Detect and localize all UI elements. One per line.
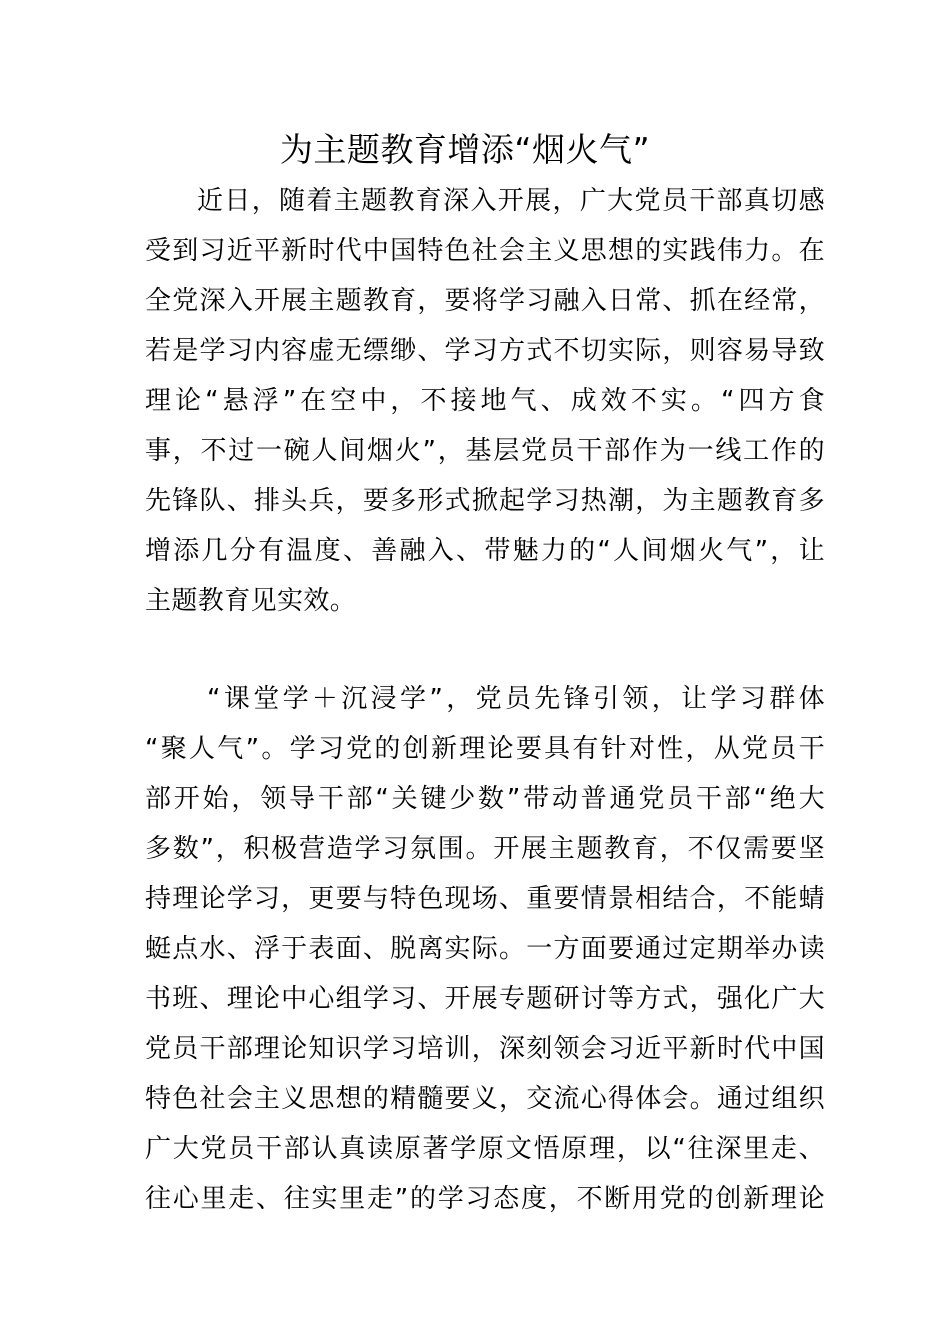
paragraph-1 [145, 176, 825, 626]
text-line: 增添几分有温度、善融入、带魅力的“人间烟火气”，让 [145, 536, 825, 566]
text-line: 蜓点水、浮于表面、脱离实际。一方面要通过定期举办读 [145, 934, 825, 964]
document-title: 为主题教育增添“烟火气” [279, 130, 651, 169]
text-line: 受到习近平新时代中国特色社会主义思想的实践伟力。在 [145, 236, 825, 266]
text-line: 多数”，积极营造学习氛围。开展主题教育，不仅需要坚 [145, 834, 825, 864]
text-line: 持理论学习，更要与特色现场、重要情景相结合，不能蜻 [145, 884, 825, 914]
text-line: “课堂学＋沉浸学”，党员先锋引领，让学习群体 [207, 684, 825, 714]
text-line: 书班、理论中心组学习、开展专题研讨等方式，强化广大 [145, 984, 825, 1014]
text-line: 广大党员干部认真读原著学原文悟原理，以“往深里走、 [145, 1134, 825, 1164]
text-line: 特色社会主义思想的精髓要义，交流心得体会。通过组织 [145, 1084, 825, 1114]
text-line: 主题教育见实效。 [145, 586, 357, 616]
text-line: 全党深入开展主题教育，要将学习融入日常、抓在经常， [145, 286, 825, 316]
text-line: “聚人气”。学习党的创新理论要具有针对性，从党员干 [145, 734, 825, 764]
text-line: 若是学习内容虚无缥缈、学习方式不切实际，则容易导致 [145, 336, 825, 366]
text-line: 往心里走、往实里走”的学习态度，不断用党的创新理论 [145, 1184, 825, 1214]
paragraph-2 [145, 674, 825, 1224]
text-line: 事，不过一碗人间烟火”，基层党员干部作为一线工作的 [145, 436, 825, 466]
text-line: 先锋队、排头兵，要多形式掀起学习热潮，为主题教育多 [145, 486, 825, 516]
text-line: 理论“悬浮”在空中，不接地气、成效不实。“四方食 [145, 386, 825, 416]
text-line: 近日，随着主题教育深入开展，广大党员干部真切感 [197, 186, 825, 216]
text-line: 部开始，领导干部“关键少数”带动普通党员干部“绝大 [145, 784, 825, 814]
text-line: 党员干部理论知识学习培训，深刻领会习近平新时代中国 [145, 1034, 825, 1064]
